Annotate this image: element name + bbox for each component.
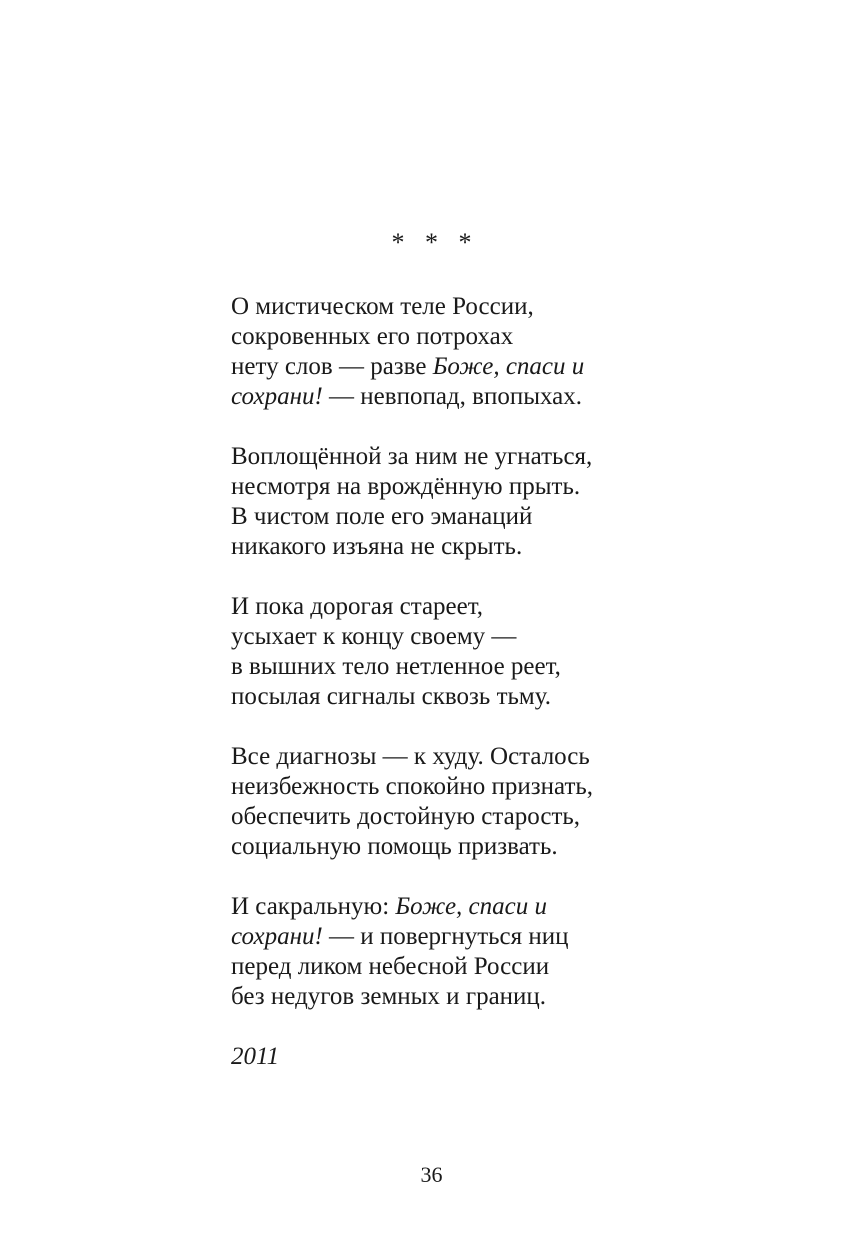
poem-line [231,592,791,622]
poem-text-segment: В чистом поле его эманаций [231,503,533,530]
poem-stanza [231,442,791,562]
poem-text-segment: И пока дорогая стареет, [231,593,484,620]
poem-stanza [231,592,791,712]
poem-line [231,802,791,832]
poem-line [231,772,791,802]
poem-text-segment: перед ликом небесной России [231,953,550,980]
poem-text-segment: Воплощённой за ним не угнаться, [231,443,593,470]
poem-text-segment: никакого изъяна не скрыть. [231,533,523,560]
poem-text-segment: О мистическом теле России, [231,293,534,320]
poem-italic-segment: сохрани! [231,923,323,950]
poem-text-segment: без недугов земных и границ. [231,983,547,1010]
poem-italic-segment: сохрани! [231,383,323,410]
poem-stanza [231,892,791,1012]
poem-text-segment: сокровенных его потрохах [231,323,514,350]
poem-line [231,382,791,412]
poem-text-segment: Все диагнозы — к худу. Осталось [231,743,590,770]
poem-text-segment: — невпопад, впопыхах. [322,383,583,410]
poem-body [231,292,791,1042]
poem-text-segment: — и повергнуться ниц [322,923,569,950]
poem-line [231,472,791,502]
poem-line [231,922,791,952]
page-number: 36 [420,1162,443,1187]
poem-line [231,892,791,922]
poem-line [231,292,791,322]
poem-line [231,532,791,562]
poem-italic-segment: Боже, спаси и [432,353,585,380]
poem-text-segment: несмотря на врождённую прыть. [231,473,581,500]
poem-line [231,352,791,382]
poem-text-segment: И сакральную: [231,893,396,920]
poem-line [231,322,791,352]
poem-stanza [231,742,791,862]
poem-text-segment: нету слов — разве [231,353,433,380]
poem-text-segment: обеспечить достойную старость, [231,803,581,830]
poem-italic-segment: Боже, спаси и [395,893,547,920]
poem-line [231,622,791,652]
poem-line [231,952,791,982]
poem-line [231,742,791,772]
poem-text-segment: посылая сигналы сквозь тьму. [231,683,551,710]
poem-text-segment: социальную помощь призвать. [231,833,558,860]
poem-text-segment: неизбежность спокойно признать, [231,773,594,800]
poem-line [231,982,791,1012]
poem-line [231,682,791,712]
poem-stanza [231,292,791,412]
poem-line [231,502,791,532]
poem-line [231,442,791,472]
poem-year: 2011 [231,1043,280,1070]
poem-text-segment: усыхает к концу своему — [231,623,517,650]
section-asterism: * * * [391,228,472,257]
poem-line [231,832,791,862]
poem-line [231,652,791,682]
poem-text-segment: в вышних тело нетленное реет, [231,653,561,680]
